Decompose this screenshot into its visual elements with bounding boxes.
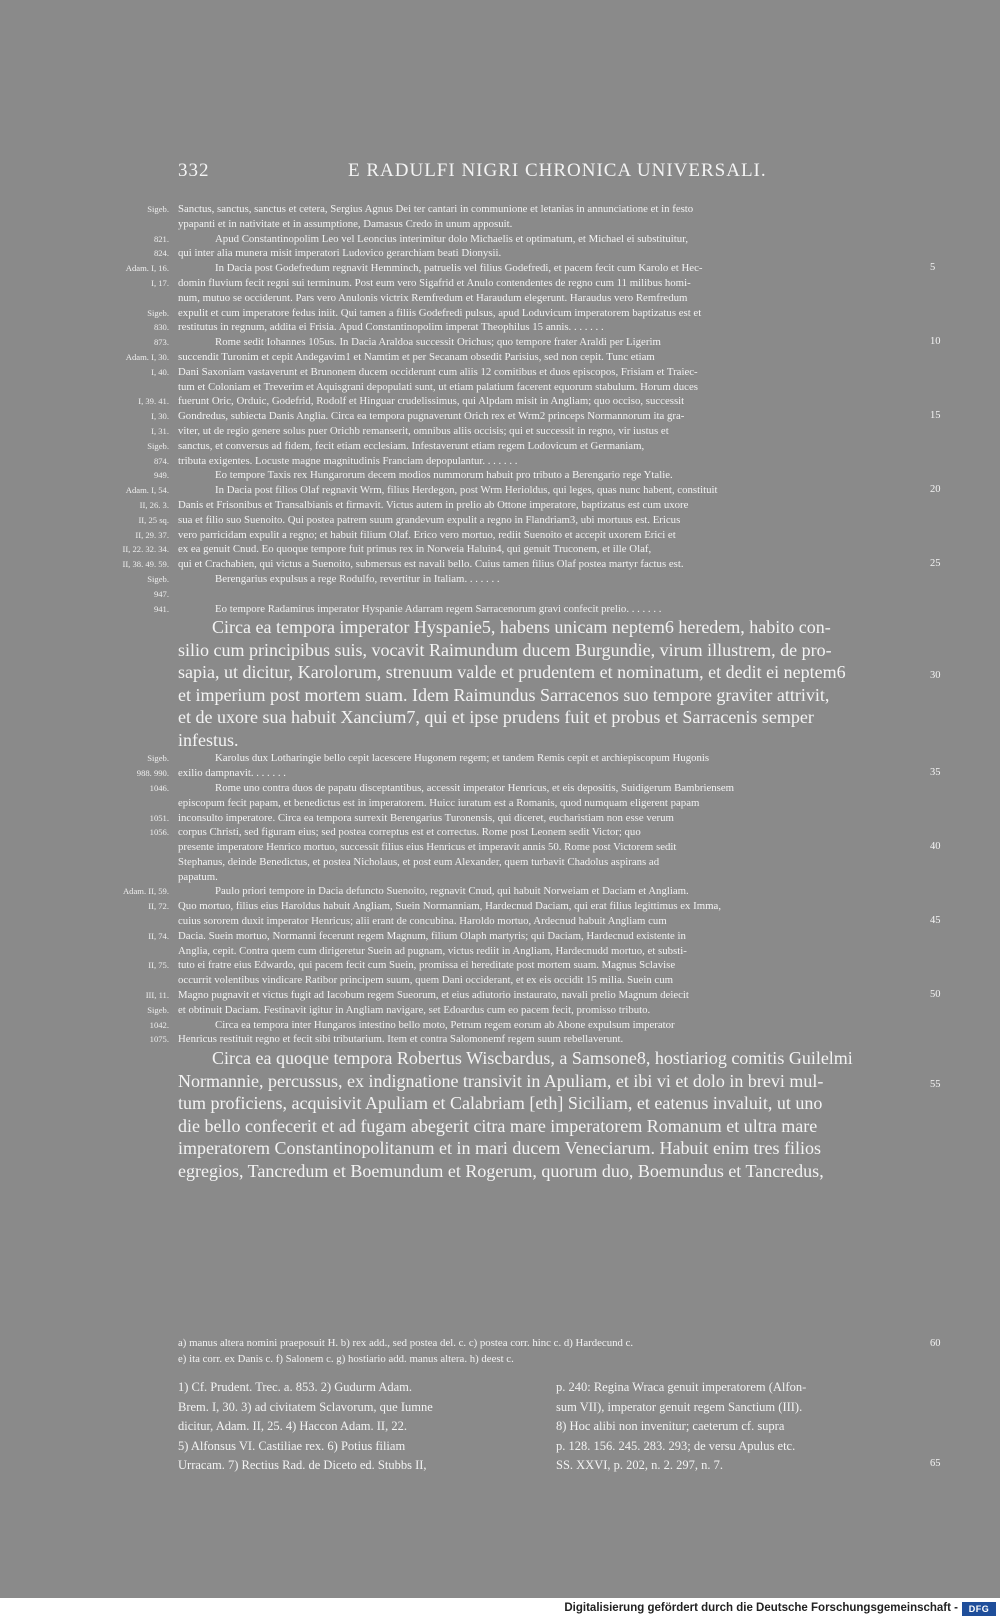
- line-text: Circa ea tempora imperator Hyspanie5, habens unicam neptem6 heredem, habito con-: [212, 617, 831, 638]
- text-line: [0, 914, 1000, 929]
- line-text: ex ea genuit Cnud. Eo quoque tempore fuit primus rex in Norweia Haluin4, qui genuit Truconem, et ille Olaf,: [178, 543, 652, 556]
- line-text: die bello confecerit et ad fugam abegerit citra mare imperatorem Romanum et ultra mare: [178, 1115, 818, 1136]
- text-line: [0, 217, 1000, 232]
- line-text: papatum.: [178, 870, 218, 883]
- line-text: corpus Christi, sed figuram eius; sed postea correptus est et correctus. Rome post Leonem sedit Victor; quo: [178, 826, 641, 839]
- line-text: egregios, Tancredum et Boemundum et Rogerum, quorum duo, Boemundus et Tancredus,: [178, 1160, 824, 1181]
- line-text: In Dacia post filios Olaf regnavit Wrm, filius Herdegon, post Wrm Herioldus, qui leges, quas nunc habent, constituit: [215, 484, 718, 497]
- line-number: 30: [930, 670, 941, 682]
- digitization-footer: [0, 1598, 1000, 1621]
- line-text: Quo mortuo, filius eius Haroldus habuit Angliam, Suein Normanniam, Hardecnud Daciam, qui erat filius legittimus ex Imma,: [178, 900, 722, 913]
- large-text-line: [0, 661, 1000, 684]
- margin-reference: I, 40.: [151, 366, 169, 377]
- critical-note-text: e) ita corr. ex Danis c. f) Salonem c. g) hostiario add. manus altera. h) deest c.: [178, 1352, 514, 1365]
- text-line: [0, 855, 1000, 870]
- text-line: [0, 899, 1000, 914]
- large-text-line: [0, 684, 1000, 707]
- line-text: Magno pugnavit et victus fugit ad Iacobum regem Sueorum, et eius adiutorio instaurato, navali prelio Magnum deiecit: [178, 989, 689, 1002]
- line-text: tuto ei fratre eius Edwardo, qui pacem fecit cum Suein, promissa ei hereditate post mortem suam. Magnus Sclavise: [178, 959, 676, 972]
- margin-reference: II, 72.: [148, 901, 169, 912]
- text-line: [0, 1003, 1000, 1018]
- text-line: [0, 542, 1000, 557]
- text-line: [0, 320, 1000, 335]
- funding-credit: Digitalisierung gefördert durch die Deutsche Forschungsgemeinschaft -: [564, 1602, 958, 1614]
- text-line: [0, 988, 1000, 1003]
- line-text: qui inter alia munera misit imperatori Ludovico gerarchiam beati Dionysii.: [178, 247, 502, 260]
- line-text: ypapanti et in nativitate et in assumptione, Damasus Credo in unum apposuit.: [178, 217, 513, 230]
- large-text-line: [0, 1137, 1000, 1160]
- line-text: Dani Saxoniam vastaverunt et Brunonem ducem occiderunt cum aliis 12 comitibus et duos episcopos, Frisiam et Traiec-: [178, 365, 698, 378]
- margin-reference: III, 11.: [145, 990, 169, 1001]
- line-text: In Dacia post Godefredum regnavit Hemminch, patruelis vel filius Godefredi, et pacem fecit cum Karolo et Hec-: [215, 262, 703, 275]
- margin-reference: I, 17.: [151, 277, 169, 288]
- margin-reference: I, 39. 41.: [138, 396, 169, 407]
- line-text: vero parricidam expulit a regno; et habuit filium Olaf. Erico vero mortuo, rediit Suenoito et accepit uxorem Erici et: [178, 528, 676, 541]
- text-line: [0, 513, 1000, 528]
- margin-reference: II, 25 sq.: [138, 514, 169, 525]
- large-text-line: [0, 1047, 1000, 1070]
- line-text: Gondredus, subiecta Danis Anglia. Circa ea tempora pugnaverunt Orich rex et Wrm2 princeps Normannorum ita gra-: [178, 410, 685, 423]
- line-number: 50: [930, 989, 941, 1001]
- line-text: tributa exigentes. Locuste magne magnitudinis Franciam depopulantur. . . . . . .: [178, 454, 518, 467]
- line-text: Sanctus, sanctus, sanctus et cetera, Sergius Agnus Dei ter cantari in communione et letanias in annunciatione et in festo: [178, 203, 694, 215]
- text-line: [0, 1018, 1000, 1033]
- line-text: viter, ut de regio genere solus puer Orichb remanserit, omnibus aliis occisis; qui et successit in regno, vir iustus et: [178, 424, 669, 437]
- line-text: succendit Turonim et cepit Andegavim1 et Namtim et per Secanam obsedit Parisius, sed non cepit. Tunc etiam: [178, 350, 655, 363]
- margin-reference: 947.: [153, 588, 169, 599]
- line-number: 60: [930, 1338, 941, 1349]
- footnote-line: sum VII), imperator genuit regem Sanctium (III).: [556, 1399, 803, 1414]
- margin-reference: Adam. I, 54.: [125, 485, 169, 496]
- footnote-line: p. 240: Regina Wraca genuit imperatorem (Alfon-: [556, 1380, 807, 1394]
- line-text: silio cum principibus suis, vocavit Raimundum ducem Burgundie, virum illustrem, de pro-: [178, 639, 832, 660]
- text-line: [0, 350, 1000, 365]
- text-line: [0, 291, 1000, 306]
- line-number: 15: [930, 410, 941, 422]
- margin-reference: Adam. I, 30.: [125, 351, 169, 362]
- text-line: [0, 454, 1000, 469]
- footnote-line: SS. XXVI, p. 202, n. 2. 297, n. 7.: [556, 1458, 724, 1472]
- text-line: [0, 528, 1000, 543]
- line-text: episcopum fecit papam, et benedictus est in imperatorem. Huicc iuratum est a Romanis, quod numquam eligerent papam: [178, 796, 700, 809]
- margin-reference: 1042.: [149, 1019, 169, 1030]
- text-line: [0, 973, 1000, 988]
- margin-reference: 1056.: [149, 827, 169, 838]
- margin-reference: Sigeb.: [147, 307, 169, 318]
- large-text-line: [0, 1160, 1000, 1183]
- line-number: 55: [930, 1078, 941, 1090]
- line-number: 20: [930, 484, 941, 496]
- text-line: [0, 306, 1000, 321]
- text-line: [0, 498, 1000, 513]
- margin-reference: 824.: [153, 248, 169, 259]
- text-line: [0, 870, 1000, 885]
- line-text: presente imperatore Henrico mortuo, successit filius eius Henricus et imperavit annis 50. Rome post Victorem sedit: [178, 841, 677, 854]
- margin-reference: I, 31.: [151, 425, 169, 436]
- text-line: [0, 825, 1000, 840]
- large-text-line: [0, 639, 1000, 662]
- margin-reference: 988. 990.: [136, 768, 169, 779]
- margin-reference: 873.: [153, 337, 169, 348]
- line-text: Circa ea tempora inter Hungaros intestino bello moto, Petrum regem eorum ab Abone expulsum imperator: [215, 1018, 675, 1031]
- margin-reference: I, 30.: [151, 411, 169, 422]
- line-text: tum proficiens, acquisivit Apuliam et Calabriam [eth] Siciliam, et eatenus invaluit, ut uno: [178, 1093, 823, 1114]
- text-line: [0, 468, 1000, 483]
- text-line: [0, 840, 1000, 855]
- critical-note-line: [178, 1336, 941, 1352]
- text-line: [0, 232, 1000, 247]
- footnote-line: 8) Hoc alibi non invenitur; caeterum cf. supra: [556, 1419, 785, 1433]
- line-text: domin fluvium fecit regni sui terminum. Post eum vero Sigafrid et Anulo contendentes de regno cum 11 milibus homi-: [178, 276, 691, 289]
- line-text: fuerunt Oric, Orduic, Godefrid, Rodolf et Hinguar crudelissimus, qui Alpdam misit in Angliam; quo occiso, successit: [178, 395, 685, 408]
- line-text: inconsulto imperatore. Circa ea tempora surrexit Berengarius Turonensis, qui diceret, eucharistiam non esse verum: [178, 811, 674, 824]
- line-text: exilio dampnavit. . . . . . .: [178, 767, 286, 780]
- line-text: cuius sororem duxit imperator Henricus; alii erant de concubina. Haroldo mortuo, Ardecnud habuit Angliam cum: [178, 915, 667, 928]
- text-line: [0, 246, 1000, 261]
- margin-reference: II, 22. 32. 34.: [122, 544, 169, 555]
- large-text-line: [0, 729, 1000, 752]
- line-number: 35: [930, 767, 941, 779]
- footnote-line: 5) Alfonsus VI. Castiliae rex. 6) Potius filiam: [178, 1438, 406, 1453]
- margin-reference: 821.: [153, 233, 169, 244]
- text-line: [0, 781, 1000, 796]
- line-text: Danis et Frisonibus et Transalbianis et firmavit. Victus autem in prelio ab Ottone imperatore, baptizatus est cum uxore: [178, 498, 689, 511]
- line-text: Apud Constantinopolim Leo vel Leoncius interimitur dolo Michaelis et optimatum, et Michael ei substituitur,: [215, 232, 689, 245]
- line-text: expulit et cum imperatore fedus iniit. Qui tamen a filiis Godefredi pulsus, apud Loduvicum imperatorem baptizatus est et: [178, 306, 702, 319]
- text-line: [0, 365, 1000, 380]
- running-title: E RADULFI NIGRI CHRONICA UNIVERSALI.: [348, 160, 767, 181]
- line-number: 40: [930, 841, 941, 853]
- critical-note-text: a) manus altera nomini praeposuit H. b) rex add., sed postea del. c. c) postea corr. hinc c. d) Hardecund c.: [178, 1337, 634, 1349]
- margin-reference: Sigeb.: [147, 1004, 169, 1015]
- line-text: Eo tempore Radamirus imperator Hyspanie Adarram regem Sarracenorum gravi confecit prelio. . . . . . .: [215, 602, 662, 615]
- line-text: Henricus restituit regno et fecit sibi tributarium. Item et contra Salomonemf regem suum rebellaverunt.: [178, 1033, 624, 1046]
- margin-reference: Sigeb.: [147, 573, 169, 584]
- text-line: [0, 394, 1000, 409]
- text-line: [0, 380, 1000, 395]
- margin-reference: 949.: [153, 470, 169, 481]
- critical-note-line: [178, 1352, 938, 1368]
- line-text: Rome uno contra duos de papatu disceptantibus, accessit imperator Henricus, et eis depositis, Suidigerum Bambriensem: [215, 781, 735, 794]
- text-line: [0, 409, 1000, 424]
- line-text: Dacia. Suein mortuo, Normanni fecerunt regem Magnum, filium Olaph martyris; qui Daciam, Hardecnud existente in: [178, 929, 686, 942]
- text-line: [0, 557, 1000, 572]
- margin-reference: II, 75.: [148, 960, 169, 971]
- dfg-logo: DFG: [962, 1602, 996, 1616]
- margin-reference: 830.: [153, 322, 169, 333]
- critical-apparatus: [178, 1336, 941, 1367]
- text-line: [0, 276, 1000, 291]
- line-text: Circa ea quoque tempora Robertus Wiscbardus, a Samsone8, hostiariog comitis Guilelmi: [212, 1048, 853, 1069]
- line-number: 25: [930, 558, 941, 570]
- margin-reference: Adam. II, 59.: [122, 886, 169, 897]
- large-text-line: [0, 706, 1000, 729]
- footnote-line: Urracam. 7) Rectius Rad. de Diceto ed. Stubbs II,: [178, 1458, 427, 1472]
- line-text: Stephanus, deinde Benedictus, et postea Nicholaus, et post eum Alexander, quem turbavit Chadolus aspirans ad: [178, 855, 660, 868]
- text-line: [0, 335, 1000, 350]
- footnote-line: Brem. I, 30. 3) ad civitatem Sclavorum, que Iumne: [178, 1399, 433, 1414]
- text-line: [0, 483, 1000, 498]
- margin-reference: 1075.: [149, 1034, 169, 1045]
- text-line: [0, 766, 1000, 781]
- footnotes-left-column: [178, 1378, 533, 1476]
- line-text: Paulo priori tempore in Dacia defuncto Suenoito, regnavit Cnud, qui habuit Norweiam et Daciam et Angliam.: [215, 885, 689, 898]
- large-text-line: [0, 1115, 1000, 1138]
- footnote-line: dicitur, Adam. II, 25. 4) Haccon Adam. II, 22.: [178, 1419, 407, 1433]
- margin-reference: 1046.: [149, 782, 169, 793]
- text-line: [0, 587, 1000, 602]
- margin-reference: Adam. I, 16.: [125, 263, 169, 274]
- line-text: restitutus in regnum, addita ei Frisia. Apud Constantinopolim imperat Theophilus 15 annis. . . . . . .: [178, 321, 604, 334]
- text-line: [0, 572, 1000, 587]
- line-text: qui et Crachabien, qui victus a Suenoito, submersus est navali bello. Cuius tamen filius Olaf postea martyr factus est.: [178, 558, 684, 571]
- line-number: 10: [930, 336, 941, 348]
- large-text-line: [0, 1092, 1000, 1115]
- margin-reference: 1051.: [149, 812, 169, 823]
- footnotes-right-column: [556, 1378, 936, 1476]
- line-text: imperatorem Constantinopolitanum et in mari ducem Veneciarum. Habuit enim tres filios: [178, 1138, 822, 1159]
- margin-reference: Sigeb.: [147, 753, 169, 764]
- line-number: 45: [930, 915, 941, 927]
- text-line: [0, 929, 1000, 944]
- page-number: 332: [178, 160, 210, 181]
- margin-reference: 941.: [153, 603, 169, 614]
- line-text: et de uxore sua habuit Xancium7, qui et ipse prudens fuit et probus et Sarracenis semper: [178, 707, 814, 728]
- line-text: Karolus dux Lotharingie bello cepit lacescere Hugonem regem; et tandem Remis cepit et archiepiscopum Hugonis: [215, 752, 710, 765]
- text-line: [0, 751, 1000, 766]
- text-line: [0, 202, 1000, 217]
- line-number: 5: [930, 262, 936, 274]
- margin-reference: II, 74.: [148, 930, 169, 941]
- margin-reference: Sigeb.: [147, 204, 169, 214]
- line-text: num, mutuo se occiderunt. Pars vero Anulonis victrix Remfredum et Haraudum elegerunt. Haraudus vero Remfredum: [178, 291, 688, 304]
- line-text: Anglia, cepit. Contra quem cum dirigeretur Suein ad pugnam, victus rediit in Angliam, Hardecnudd mortuo, et substi-: [178, 944, 687, 957]
- line-text: occurrit volentibus vindicare Ratibor principem suum, quem Dani occiderant, et ex eis occidit 15 milia. Suein cum: [178, 974, 674, 987]
- line-text: et obtinuit Daciam. Festinavit igitur in Angliam navigare, set Edoardus cum eo pacem fecit, promisso tributo.: [178, 1003, 651, 1016]
- large-text-line: [0, 1070, 1000, 1093]
- line-text: infestus.: [178, 729, 239, 750]
- line-number: 65: [930, 1458, 941, 1469]
- margin-reference: II, 38. 49. 59.: [122, 559, 169, 570]
- page-header: [178, 160, 767, 184]
- line-text: sanctus, et conversus ad fidem, fecit etiam ecclesiam. Infestaverunt etiam regem Lodovicum et Germaniam,: [178, 439, 645, 452]
- text-line: [0, 944, 1000, 959]
- line-text: sapia, ut dicitur, Karolorum, strenuum valde et prudentem et nominatum, et dedit ei neptem6: [178, 662, 846, 683]
- text-line: [0, 796, 1000, 811]
- text-line: [0, 811, 1000, 826]
- line-text: Normannie, percussus, ex indignatione transivit in Apuliam, et ibi vi et dolo in brevi mul-: [178, 1070, 824, 1091]
- line-text: tum et Coloniam et Treverim et Aquisgrani depopulati sunt, ut etiam palatium facerent equorum stabulum. Horum duces: [178, 380, 698, 393]
- line-text: et imperium post mortem suam. Idem Raimundus Sarracenos suo tempore graviter attrivit,: [178, 684, 830, 705]
- line-text: sua et filio suo Suenoito. Qui postea patrem suum grandevum expulit a regno in Flandriam3, ubi mortuus est. Ericus: [178, 513, 681, 526]
- footnote-line: 1) Cf. Prudent. Trec. a. 853. 2) Gudurm Adam.: [178, 1380, 413, 1394]
- text-line: [0, 958, 1000, 973]
- large-text-line: [0, 616, 1000, 639]
- text-line: [0, 602, 1000, 617]
- text-line: [0, 1032, 1000, 1047]
- margin-reference: II, 29. 37.: [135, 529, 169, 540]
- line-text: Eo tempore Taxis rex Hungarorum decem modios nummorum habuit pro tributo a Berengario rege Ytalie.: [215, 469, 673, 482]
- line-text: Rome sedit Iohannes 105us. In Dacia Araldoa successit Orichus; quo tempore frater Araldi per Ligerim: [215, 336, 661, 349]
- text-line: [0, 884, 1000, 899]
- margin-reference: Sigeb.: [147, 440, 169, 451]
- footnote-line: p. 128. 156. 245. 283. 293; de versu Apulus etc.: [556, 1438, 796, 1453]
- text-line: [0, 439, 1000, 454]
- margin-reference: II, 26. 3.: [139, 499, 169, 510]
- margin-reference: 874.: [153, 455, 169, 466]
- line-text: Berengarius expulsus a rege Rodulfo, revertitur in Italiam. . . . . . .: [215, 572, 500, 585]
- text-line: [0, 424, 1000, 439]
- chronicle-text: [0, 202, 1000, 1182]
- text-line: [0, 261, 1000, 276]
